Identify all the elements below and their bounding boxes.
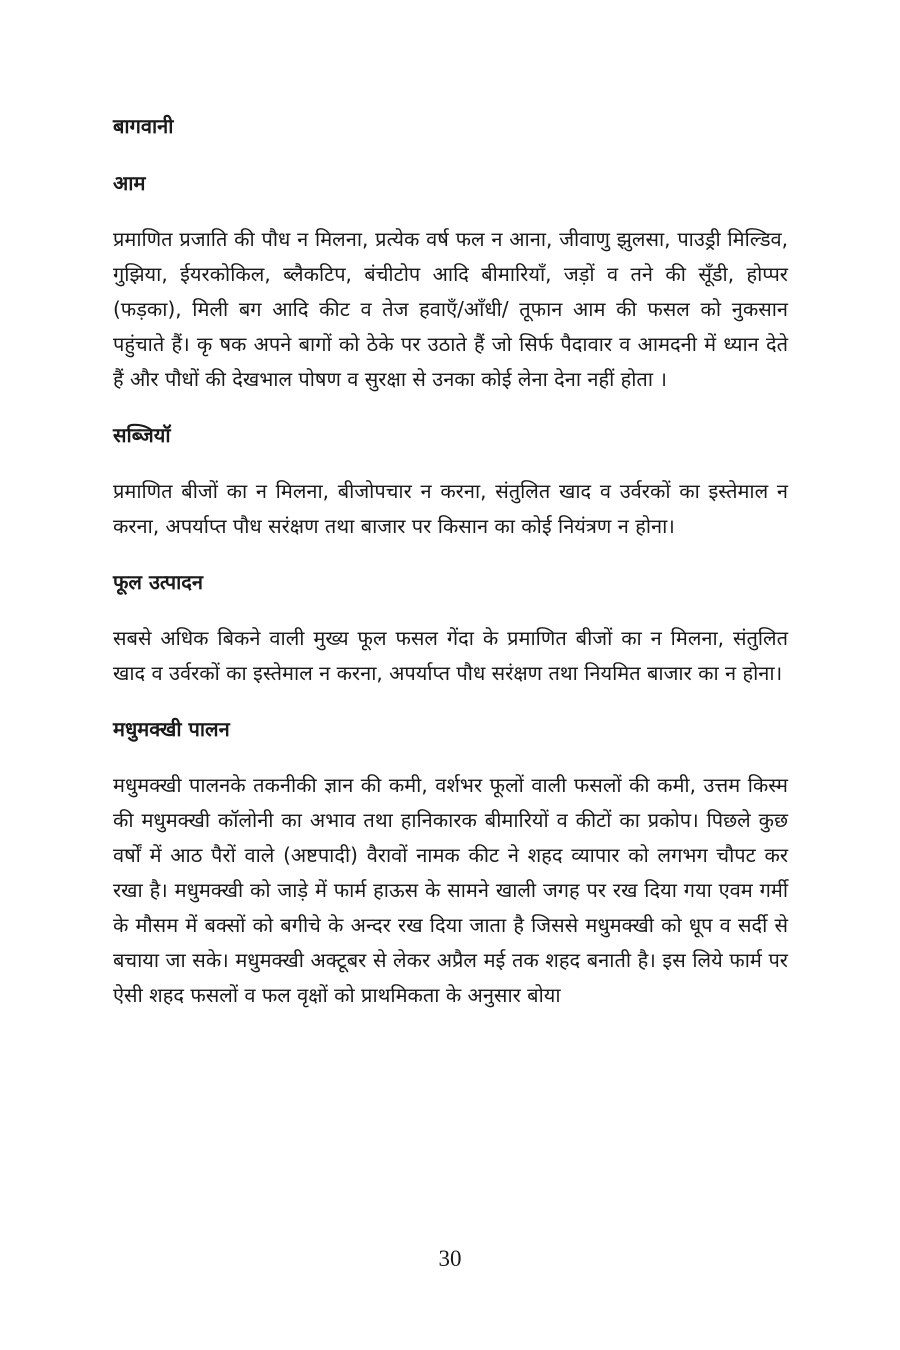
page-number: 30 bbox=[438, 1246, 462, 1271]
paragraph-mango: प्रमाणित प्रजाति की पौध न मिलना, प्रत्येक वर्ष फल न आना, जीवाणु झुलसा, पाउड्री मिल्डिव, गुझिया, ईयरकोकिल, ब्लैकटिप, बंचीटोप आदि बीमारियाँ, जड़ों व तने की सूँडी, होप्पर (फड़का), मिली बग आदि कीट व तेज हवाएँ/आँधी/ तूफान आम की फसल को नुकसान पहुंचाते हैं। कृ षक अपने बागों को ठेके पर उठाते हैं जो सिर्फ पैदावार व आमदनी में ध्यान देते हैं और पौधों की देखभाल पोषण व सुरक्षा से उनका कोई लेना देना नहीं होता । bbox=[113, 227, 788, 391]
paragraph-beekeeping: मधुमक्खी पालनके तकनीकी ज्ञान की कमी, वर्शभर फूलों वाली फसलों की कमी, उत्तम किस्म की मधुमक्खी कॉलोनी का अभाव तथा हानिकारक बीमारियों व कीटों का प्रकोप। पिछले कुछ वर्षों में आठ पैरों वाले (अष्टपादी) वैरावों नामक कीट ने शहद व्यापार को लगभग चौपट कर रखा है। मधुमक्खी को जाड़े में फार्म हाऊस के सामने खाली जगह पर रख दिया गया एवम गर्मी के मौसम में बक्सों को बगीचे के अन्दर रख दिया जाता है जिससे मधुमक्खी को धूप व सर्दी से बचाया जा सके। मधुमक्खी अक्टूबर से लेकर अप्रैल मई तक शहद बनाती है। इस लिये फार्म पर ऐसी शहद फसलों व फल वृक्षों को प्राथमिकता के अनुसार बोया bbox=[113, 773, 788, 1007]
section-heading-beekeeping: मधुमक्खी पालन bbox=[113, 717, 230, 741]
section-heading-horticulture: बागवानी bbox=[113, 114, 174, 138]
section-heading-mango: आम bbox=[113, 171, 146, 195]
document-page bbox=[113, 108, 788, 1013]
section-heading-flowers: फूल उत्पादन bbox=[113, 570, 203, 594]
section-heading-vegetables: सब्जियॉ bbox=[113, 423, 171, 447]
paragraph-vegetables: प्रमाणित बीजों का न मिलना, बीजोपचार न करना, संतुलित खाद व उर्वरकों का इस्तेमाल न करना, अपर्याप्त पौध सरंक्षण तथा बाजार पर किसान का कोई नियंत्रण न होना। bbox=[113, 479, 788, 538]
paragraph-flowers: सबसे अधिक बिकने वाली मुख्य फूल फसल गेंदा के प्रमाणित बीजों का न मिलना, संतुलित खाद व उर्वरकों का इस्तेमाल न करना, अपर्याप्त पौध सरंक्षण तथा नियमित बाजार का न होना। bbox=[113, 626, 788, 685]
